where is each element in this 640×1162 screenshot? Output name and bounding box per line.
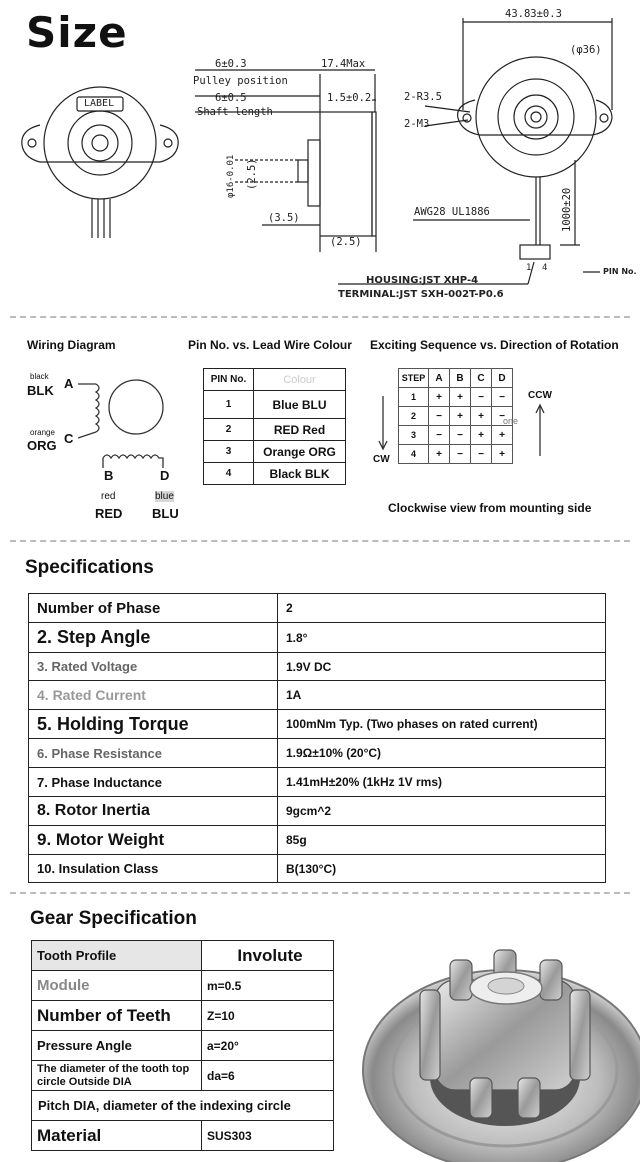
spec-row [29,710,606,739]
dim-shaft-h: (2.5) [246,158,258,190]
org-label: ORG [27,438,57,453]
spec-row [29,653,606,681]
spec-key: 2. Step Angle [29,623,278,653]
spec-row [29,594,606,623]
gear-table [31,940,334,1151]
one-note: one [503,416,519,426]
label-text: LABEL [84,98,115,109]
rotation-caption: Clockwise view from mounting side [388,501,592,515]
step-cell: + [492,426,513,445]
step-header: D [492,369,513,388]
step-cell: − [450,445,471,464]
divider [10,892,630,894]
front-view-right [338,18,612,284]
wiring-section [0,320,640,535]
step-cell: − [492,407,513,426]
gear-row [32,1001,334,1031]
terminal-text: TERMINAL:JST SXH-002T-P0.6 [338,289,504,300]
gear-value: SUS303 [202,1121,334,1151]
dim-bottom-gap: (2.5) [330,236,362,248]
pin-colour: Black BLK [254,463,346,485]
c-label: C [64,431,74,446]
divider [10,316,630,318]
gear-key: Pitch DIA, diameter of the indexing circle [32,1091,334,1121]
spec-value: 100mNm Typ. (Two phases on rated current) [278,710,606,739]
specifications-section [0,548,640,888]
pin-colour: Blue BLU [254,391,346,419]
dim-r-mount: 2-R3.5 [404,91,442,103]
pin-one: 1 [526,263,532,273]
blk-label: BLK [27,383,54,398]
spec-value: 1.9V DC [278,653,606,681]
specifications-table [28,593,606,883]
step-cell: − [429,407,450,426]
pin-no-label: PIN No. [603,267,637,276]
pin-colour: Orange ORG [254,441,346,463]
dim-diameter: (φ36) [570,44,602,56]
red-label: RED [95,506,123,521]
pin-number: 1 [204,391,254,419]
black-small: black [30,372,49,381]
dim-flange: 1.5±0.2 [327,92,372,104]
blue-small: blue [155,491,174,502]
step-cell: + [450,407,471,426]
spec-value: 1.41mH±20% (1kHz 1V rms) [278,768,606,797]
d-label: D [160,468,170,483]
dim-shaft-label: Shaft length [197,106,273,118]
step-cell: − [429,426,450,445]
gear-title: Gear Specification [30,908,197,929]
spec-value: B(130°C) [278,855,606,883]
pin-colour-title: Pin No. vs. Lead Wire Colour [188,338,352,352]
wiring-diagram-title: Wiring Diagram [27,338,116,352]
spec-row [29,623,606,653]
dim-pulley-label: Pulley position [193,75,288,87]
orange-small: orange [30,428,55,437]
divider [10,540,630,542]
gear-key: The diameter of the tooth top circle Outside DIA [32,1061,202,1091]
gear-key: Tooth Profile [32,941,202,971]
step-header: C [471,369,492,388]
pin-four: 4 [542,263,548,273]
blu-label: BLU [152,506,179,521]
dim-m-mount: 2-M3 [404,118,430,130]
gear-value: m=0.5 [202,971,334,1001]
spec-row [29,768,606,797]
step-header: B [450,369,471,388]
step-cell: 3 [399,426,429,445]
dim-pulley-top: 6±0.3 [215,58,247,70]
spec-value: 1.9Ω±10% (20°C) [278,739,606,768]
spec-key: 4. Rated Current [29,681,278,710]
size-title: Size [26,8,128,57]
spec-key: 9. Motor Weight [29,826,278,855]
spec-value: 1.8° [278,623,606,653]
gear-value: Involute [202,941,334,971]
spec-key: 10. Insulation Class [29,855,278,883]
step-cell: + [471,426,492,445]
gear-key: Number of Teeth [32,1001,202,1031]
pin-header: PIN No. [204,369,254,391]
spec-row [29,826,606,855]
step-cell: 2 [399,407,429,426]
a-label: A [64,376,74,391]
gear-value: a=20° [202,1031,334,1061]
spec-key: 6. Phase Resistance [29,739,278,768]
dim-width-total: 43.83±0.3 [505,8,562,20]
pin-colour: RED Red [254,419,346,441]
spec-value: 85g [278,826,606,855]
spec-row [29,681,606,710]
step-cell: + [471,407,492,426]
cw-label: CW [373,454,390,465]
gear-key: Pressure Angle [32,1031,202,1061]
gear-value: Z=10 [202,1001,334,1031]
step-cell: − [471,388,492,407]
spec-key: 5. Holding Torque [29,710,278,739]
housing-text: HOUSING:JST XHP-4 [366,275,479,286]
dim-wire: AWG28 UL1886 [414,206,490,218]
size-drawing-section [0,0,640,312]
spec-key: 3. Rated Voltage [29,653,278,681]
red-small: red [101,491,116,502]
dim-shaft-top: 6±0.5 [215,92,247,104]
gear-row [32,941,334,971]
gear-section [0,898,640,1162]
spec-row [29,855,606,883]
front-view-left [22,87,178,238]
step-cell: 1 [399,388,429,407]
pin-number: 2 [204,419,254,441]
step-cell: − [471,445,492,464]
gear-row [32,971,334,1001]
step-header: A [429,369,450,388]
step-cell: + [429,388,450,407]
pin-number: 3 [204,441,254,463]
step-cell: 4 [399,445,429,464]
dim-shaft-dia: φ16-0.01 [226,154,236,198]
dim-max-len: 17.4Max [321,58,366,70]
dim-lead-len: 1000±20 [561,187,573,232]
colour-header: Colour [254,369,346,391]
gear-row [32,1121,334,1151]
specifications-title: Specifications [25,557,154,578]
gear-key: Material [32,1121,202,1151]
dim-left-gap: (3.5) [268,212,300,224]
gear-photo [360,920,640,1162]
spec-row [29,739,606,768]
gear-key: Module [32,971,202,1001]
gear-row [32,1061,334,1091]
spec-key: 8. Rotor Inertia [29,797,278,826]
pin-number: 4 [204,463,254,485]
spec-value: 9gcm^2 [278,797,606,826]
gear-row [32,1091,334,1121]
step-cell: − [450,426,471,445]
step-cell: + [450,388,471,407]
step-cell: − [492,388,513,407]
sequence-title: Exciting Sequence vs. Direction of Rotation [370,338,619,352]
spec-row [29,797,606,826]
spec-value: 1A [278,681,606,710]
step-header: STEP [399,369,429,388]
spec-key: 7. Phase Inductance [29,768,278,797]
ccw-label: CCW [528,390,552,401]
b-label: B [104,468,114,483]
step-cell: + [429,445,450,464]
gear-value: da=6 [202,1061,334,1091]
spec-key: Number of Phase [29,594,278,623]
gear-row [32,1031,334,1061]
step-cell: + [492,445,513,464]
spec-value: 2 [278,594,606,623]
